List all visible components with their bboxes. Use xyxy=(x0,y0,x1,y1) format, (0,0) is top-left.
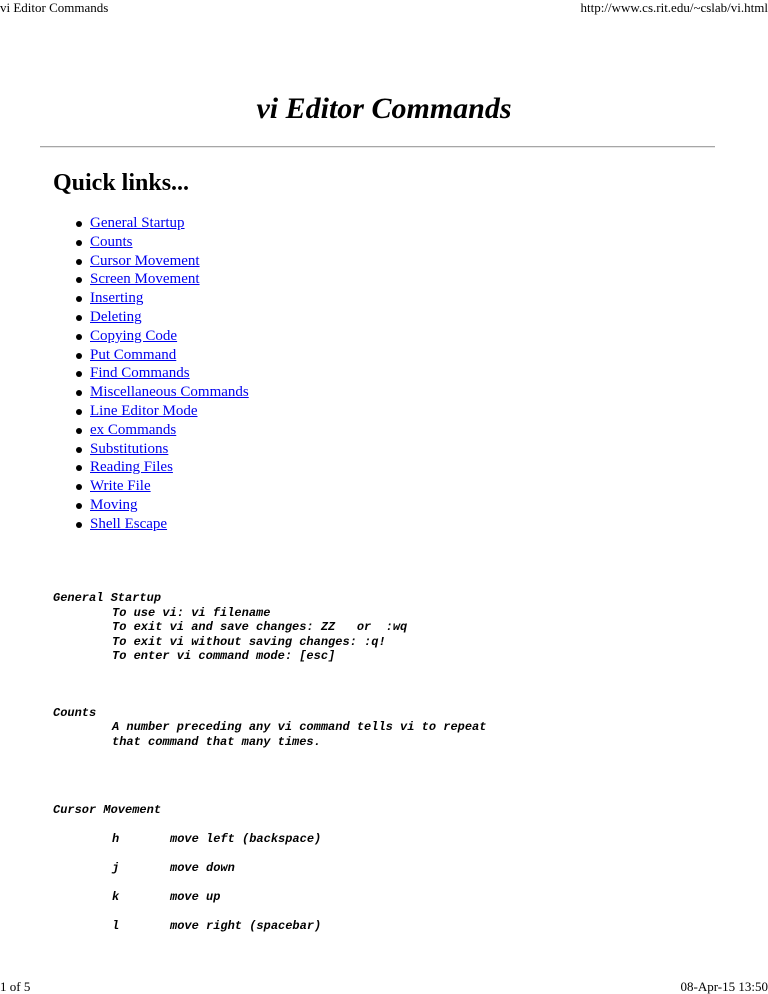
link-shell-escape[interactable]: Shell Escape xyxy=(90,515,168,532)
bullet-icon xyxy=(76,484,82,490)
bullet-icon xyxy=(76,315,82,321)
general-startup-title: General Startup xyxy=(53,591,162,605)
command-description: move right (spacebar) xyxy=(170,919,322,933)
bullet-icon xyxy=(76,353,82,359)
bullet-icon xyxy=(76,447,82,453)
command-description: move up xyxy=(170,890,221,904)
bullet-icon xyxy=(76,371,82,377)
link-put-command[interactable]: Put Command xyxy=(90,346,177,363)
command-description: move down xyxy=(170,861,235,875)
quick-link-item xyxy=(90,477,249,496)
link-ex-commands[interactable]: ex Commands xyxy=(90,421,177,438)
quick-link-item xyxy=(90,515,249,534)
page-title: vi Editor Commands xyxy=(256,92,512,125)
horizontal-rule xyxy=(40,146,715,148)
quick-link-item xyxy=(90,270,249,289)
link-moving[interactable]: Moving xyxy=(90,496,138,513)
bullet-icon xyxy=(76,522,82,528)
link-screen-movement[interactable]: Screen Movement xyxy=(90,271,200,288)
link-inserting[interactable]: Inserting xyxy=(90,290,144,307)
general-startup-line: To exit vi without saving changes: :q! xyxy=(112,635,386,649)
bullet-icon xyxy=(76,221,82,227)
link-deleting[interactable]: Deleting xyxy=(90,308,142,325)
bullet-icon xyxy=(76,409,82,415)
bullet-icon xyxy=(76,390,82,396)
link-general-startup[interactable]: General Startup xyxy=(90,215,185,231)
cursor-movement-title: Cursor Movement xyxy=(53,803,162,817)
general-startup-line: To enter vi command mode: [esc] xyxy=(112,649,336,663)
bullet-icon xyxy=(76,334,82,340)
link-copying-code[interactable]: Copying Code xyxy=(90,327,178,344)
quick-link-item xyxy=(90,346,249,365)
link-substitutions[interactable]: Substitutions xyxy=(90,440,169,457)
bullet-icon xyxy=(76,465,82,471)
quick-link-item xyxy=(90,440,249,459)
quick-link-item xyxy=(90,402,249,421)
command-description: move left (backspace) xyxy=(170,832,322,846)
bullet-icon xyxy=(76,503,82,509)
quick-link-item xyxy=(90,233,249,252)
link-reading-files[interactable]: Reading Files xyxy=(90,459,173,476)
command-key: k xyxy=(112,890,120,904)
quick-link-item xyxy=(90,421,249,440)
quick-link-item xyxy=(90,496,249,515)
counts-line: that command that many times. xyxy=(112,735,321,749)
link-cursor-movement[interactable]: Cursor Movement xyxy=(90,252,200,269)
link-line-editor-mode[interactable]: Line Editor Mode xyxy=(90,402,198,419)
print-footer-page-count: 1 of 5 xyxy=(0,979,31,994)
quick-link-item xyxy=(90,252,249,271)
quick-links-list xyxy=(90,214,249,534)
link-counts[interactable]: Counts xyxy=(90,233,133,250)
quick-link-item xyxy=(90,327,249,346)
bullet-icon xyxy=(76,259,82,265)
link-find-commands[interactable]: Find Commands xyxy=(90,365,190,382)
command-key: h xyxy=(112,832,120,846)
link-write-file[interactable]: Write File xyxy=(90,478,151,495)
counts-title: Counts xyxy=(53,706,97,720)
quick-link-item xyxy=(90,214,249,233)
quick-link-item xyxy=(90,383,249,402)
quick-link-item xyxy=(90,458,249,477)
quick-link-item xyxy=(90,289,249,308)
print-header-url: http://www.cs.rit.edu/~cslab/vi.html xyxy=(580,0,768,15)
print-footer-timestamp: 08-Apr-15 13:50 xyxy=(680,979,768,994)
command-key: j xyxy=(112,861,120,875)
bullet-icon xyxy=(76,277,82,283)
quick-links-heading: Quick links... xyxy=(53,170,190,196)
bullet-icon xyxy=(76,428,82,434)
command-key: l xyxy=(112,919,120,933)
quick-link-item xyxy=(90,364,249,383)
bullet-icon xyxy=(76,296,82,302)
counts-line: A number preceding any vi command tells vi to repeat xyxy=(112,720,487,734)
link-miscellaneous-commands[interactable]: Miscellaneous Commands xyxy=(90,384,249,401)
general-startup-line: To exit vi and save changes: ZZ or :wq xyxy=(112,620,408,634)
print-header-title: vi Editor Commands xyxy=(0,0,109,15)
quick-link-item xyxy=(90,308,249,327)
bullet-icon xyxy=(76,240,82,246)
general-startup-line: To use vi: vi filename xyxy=(112,606,271,620)
